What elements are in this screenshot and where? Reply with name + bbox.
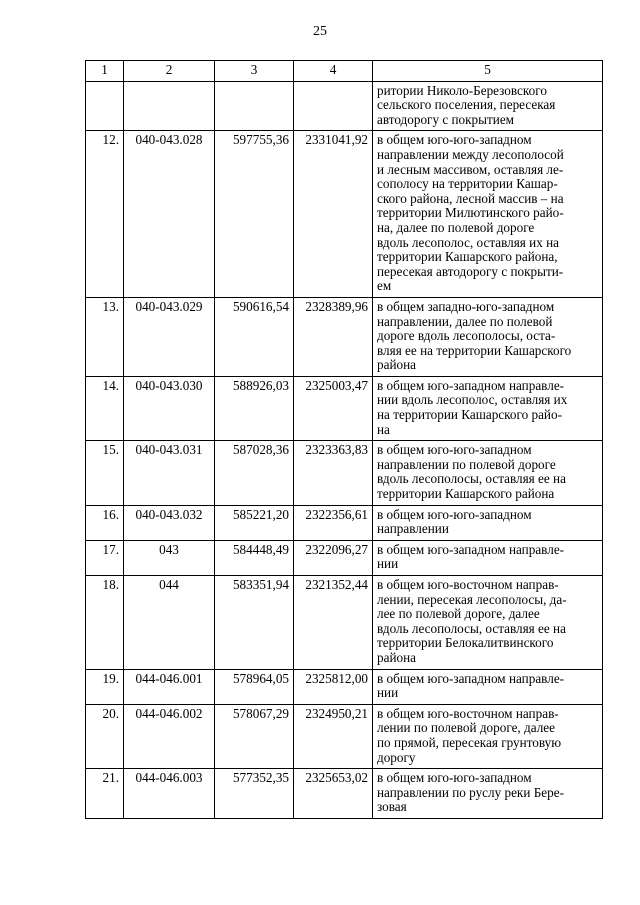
boundary-description <box>373 131 603 298</box>
description-line: в общем юго-восточном направ- <box>377 705 559 721</box>
description-line: района <box>377 649 417 665</box>
description-line: пересекая автодорогу с покрыти- <box>377 263 564 279</box>
table-row <box>86 540 603 575</box>
boundary-description <box>373 505 603 540</box>
point-code: 040-043.032 <box>124 505 215 540</box>
table-row <box>86 576 603 670</box>
point-code: 040-043.030 <box>124 376 215 440</box>
point-code: 040-043.029 <box>124 297 215 376</box>
coordinate-x <box>215 81 294 131</box>
coordinate-x: 597755,36 <box>215 131 294 298</box>
boundary-description <box>373 576 603 670</box>
column-header-3: 3 <box>215 61 294 82</box>
point-code: 044-046.002 <box>124 704 215 768</box>
description-line: направлении по руслу реки Бере- <box>377 784 564 800</box>
description-line: территории Кашарского района <box>377 486 555 502</box>
boundary-description <box>373 540 603 575</box>
table-row <box>86 505 603 540</box>
description-line: в общем юго-западном направле- <box>377 670 565 686</box>
coordinate-y: 2323363,83 <box>294 441 373 505</box>
column-header-2: 2 <box>124 61 215 82</box>
description-line: вдоль лесополос, оставляя их на <box>377 234 560 250</box>
description-line: нии вдоль лесополос, оставляя их <box>377 392 568 408</box>
point-code: 044-046.003 <box>124 769 215 819</box>
row-number: 12. <box>86 131 124 298</box>
description-line: сельского поселения, пересекая <box>377 97 556 113</box>
description-line: сополосу на территории Кашар- <box>377 176 558 192</box>
description-line: в общем юго-западном направле- <box>377 377 565 393</box>
coordinate-x: 578067,29 <box>215 704 294 768</box>
coordinate-x: 585221,20 <box>215 505 294 540</box>
coordinate-x: 583351,94 <box>215 576 294 670</box>
coordinate-x: 578964,05 <box>215 669 294 704</box>
description-line: направлении, далее по полевой <box>377 313 553 329</box>
description-line: дорогу <box>377 749 416 765</box>
row-number: 14. <box>86 376 124 440</box>
description-line: лении, пересекая лесополосы, да- <box>377 591 567 607</box>
description-line: на территории Кашарского райо- <box>377 407 562 423</box>
coordinate-x: 577352,35 <box>215 769 294 819</box>
coordinate-y: 2324950,21 <box>294 704 373 768</box>
description-line: в общем западно-юго-западном <box>377 298 555 314</box>
description-line: направлении по полевой дороге <box>377 456 556 472</box>
coordinate-x: 587028,36 <box>215 441 294 505</box>
point-code <box>124 81 215 131</box>
coordinate-y: 2325003,47 <box>294 376 373 440</box>
row-number: 16. <box>86 505 124 540</box>
description-line: в общем юго-восточном направ- <box>377 577 559 592</box>
boundary-description <box>373 669 603 704</box>
description-line: лее по полевой дороге, далее <box>377 606 540 622</box>
description-line: вляя ее на территории Кашарского <box>377 342 572 358</box>
description-line: на, далее по полевой дороге <box>377 219 535 235</box>
coordinate-x: 590616,54 <box>215 297 294 376</box>
description-line: района <box>377 357 417 373</box>
boundary-description <box>373 81 603 131</box>
coordinate-y <box>294 81 373 131</box>
row-number: 19. <box>86 669 124 704</box>
table-row <box>86 376 603 440</box>
coordinate-y: 2325812,00 <box>294 669 373 704</box>
description-line: нии <box>377 556 399 572</box>
coordinate-y: 2331041,92 <box>294 131 373 298</box>
point-code: 040-043.028 <box>124 131 215 298</box>
column-header-1: 1 <box>86 61 124 82</box>
description-line: в общем юго-юго-западном <box>377 132 532 148</box>
description-line: в общем юго-юго-западном <box>377 442 532 458</box>
boundary-points-table <box>85 60 603 819</box>
row-number: 15. <box>86 441 124 505</box>
table-header-row <box>86 61 603 82</box>
description-line: вдоль лесополосы, оставляя ее на <box>377 620 566 636</box>
coordinate-y: 2322096,27 <box>294 540 373 575</box>
table-row <box>86 297 603 376</box>
column-header-4: 4 <box>294 61 373 82</box>
boundary-description <box>373 297 603 376</box>
coordinate-x: 584448,49 <box>215 540 294 575</box>
table-row <box>86 81 603 131</box>
description-line: ритории Николо-Березовского <box>377 82 547 98</box>
page-number: 25 <box>313 24 327 39</box>
point-code: 040-043.031 <box>124 441 215 505</box>
description-line: по прямой, пересекая грунтовую <box>377 734 562 750</box>
table-row <box>86 441 603 505</box>
description-line: вдоль лесополосы, оставляя ее на <box>377 471 566 487</box>
row-number: 18. <box>86 576 124 670</box>
coordinate-y: 2321352,44 <box>294 576 373 670</box>
boundary-description <box>373 441 603 505</box>
row-number <box>86 81 124 131</box>
description-line: территории Милютинского райо- <box>377 205 564 221</box>
row-number: 20. <box>86 704 124 768</box>
table-row <box>86 769 603 819</box>
table-row <box>86 669 603 704</box>
description-line: направлении <box>377 521 449 537</box>
coordinate-y: 2322356,61 <box>294 505 373 540</box>
description-line: дороге вдоль лесополосы, оста- <box>377 328 556 344</box>
column-header-5: 5 <box>373 61 603 82</box>
boundary-description <box>373 376 603 440</box>
row-number: 17. <box>86 540 124 575</box>
description-line: автодорогу с покрытием <box>377 111 515 127</box>
point-code: 044-046.001 <box>124 669 215 704</box>
description-line: нии <box>377 685 399 701</box>
row-number: 21. <box>86 769 124 819</box>
description-line: и лесным массивом, оставляя ле- <box>377 161 564 177</box>
description-line: зовая <box>377 799 407 815</box>
point-code: 044 <box>124 576 215 670</box>
table-row <box>86 131 603 298</box>
coordinate-x: 588926,03 <box>215 376 294 440</box>
row-number: 13. <box>86 297 124 376</box>
description-line: территории Кашарского района, <box>377 249 558 265</box>
description-line: в общем юго-юго-западном <box>377 770 532 786</box>
description-line: ем <box>377 278 392 294</box>
description-line: территории Белокалитвинского <box>377 635 554 651</box>
coordinate-y: 2328389,96 <box>294 297 373 376</box>
description-line: лении по полевой дороге, далее <box>377 720 555 736</box>
table-row <box>86 704 603 768</box>
description-line: на <box>377 421 390 437</box>
boundary-description <box>373 704 603 768</box>
description-line: в общем юго-юго-западном <box>377 506 532 522</box>
boundary-description <box>373 769 603 819</box>
coordinate-y: 2325653,02 <box>294 769 373 819</box>
description-line: направлении между лесополосой <box>377 146 564 162</box>
description-line: в общем юго-западном направле- <box>377 541 565 557</box>
point-code: 043 <box>124 540 215 575</box>
description-line: ского района, лесной массив – на <box>377 190 564 206</box>
